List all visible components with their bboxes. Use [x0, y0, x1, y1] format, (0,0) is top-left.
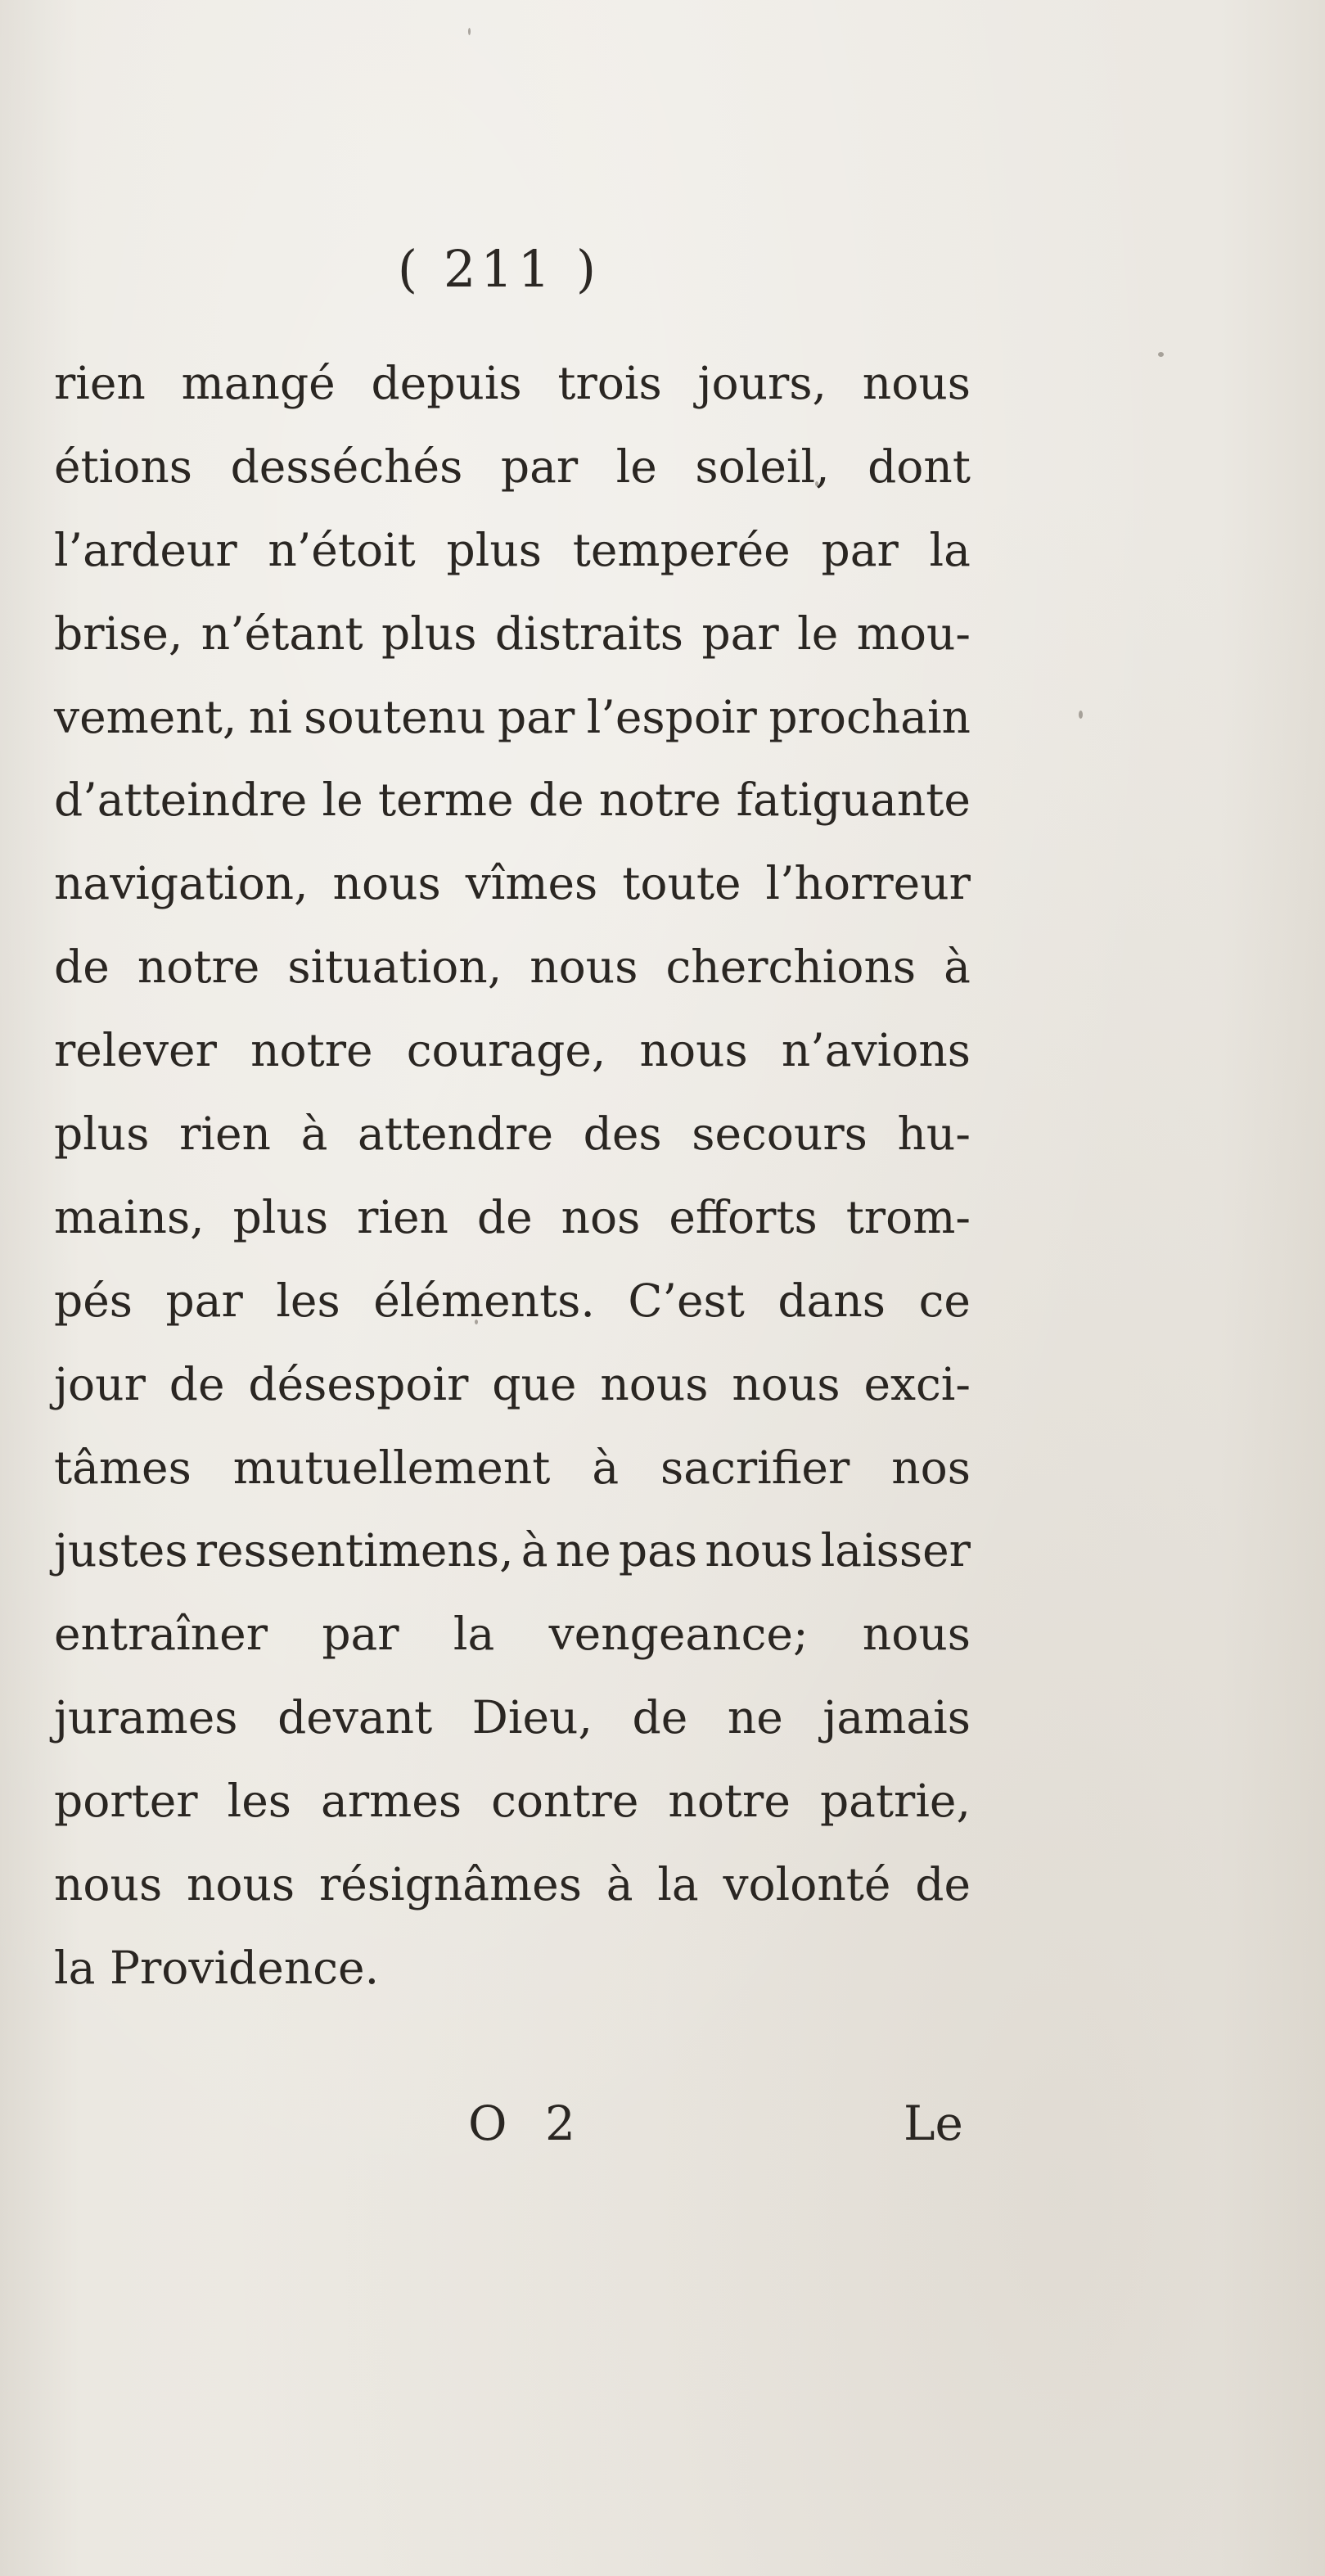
word: le — [322, 774, 363, 827]
word: mains, — [54, 1190, 205, 1243]
word: nous — [530, 941, 638, 994]
word: désespoir — [248, 1357, 469, 1410]
word: n’étoit — [268, 523, 416, 576]
text-line — [54, 1927, 971, 2010]
word: fatiguante — [736, 774, 971, 827]
word: pés — [54, 1274, 133, 1327]
word: notre — [668, 1775, 791, 1828]
word: devant — [277, 1691, 433, 1744]
word: jour — [54, 1357, 146, 1410]
text-line — [54, 1760, 971, 1843]
word: mutuellement — [232, 1441, 551, 1494]
word: la — [929, 523, 971, 576]
word: desséchés — [230, 440, 463, 493]
word: notre — [250, 1024, 373, 1077]
text-line — [54, 1427, 971, 1510]
word: l’ardeur — [54, 523, 237, 576]
word: secours — [692, 1108, 868, 1161]
text-line — [54, 1260, 971, 1343]
word: nos — [561, 1190, 641, 1243]
word: ne — [727, 1691, 783, 1744]
page-number: ( 211 ) — [397, 239, 602, 299]
word: n’avions — [781, 1024, 971, 1077]
word: dont — [868, 440, 971, 493]
word: de — [54, 941, 110, 994]
word: des — [583, 1108, 662, 1161]
word: de — [528, 774, 584, 827]
word: distraits — [494, 607, 684, 660]
word: plus — [446, 523, 542, 576]
word: cherchions — [665, 941, 917, 994]
word: à — [944, 941, 971, 994]
signature-mark: O 2 — [468, 2096, 587, 2151]
word: l’espoir — [586, 690, 757, 743]
text-line — [54, 509, 971, 593]
word: à — [521, 1524, 548, 1577]
word: sacrifier — [660, 1441, 850, 1494]
word: plus — [381, 607, 477, 660]
word: vengeance; — [548, 1608, 809, 1661]
word: nous — [862, 357, 971, 409]
text-line — [54, 676, 971, 760]
word: C’est — [628, 1274, 745, 1327]
ink-speck — [468, 28, 471, 35]
word: soutenu — [304, 690, 486, 743]
word: nous — [639, 1024, 748, 1077]
text-line — [54, 1343, 971, 1427]
word: nous — [186, 1858, 295, 1911]
word: brise, — [54, 607, 183, 660]
word: Dieu, — [471, 1691, 593, 1744]
word: navigation, — [54, 857, 309, 910]
word: par — [165, 1274, 243, 1327]
word: jamais — [822, 1691, 971, 1744]
text-line — [54, 759, 971, 842]
word: d’atteindre — [54, 774, 308, 827]
word: temperée — [572, 523, 791, 576]
word: pas — [618, 1524, 698, 1577]
word: volonté — [723, 1858, 891, 1911]
word: à — [606, 1858, 633, 1911]
word: dans — [777, 1274, 886, 1327]
word: de — [915, 1858, 971, 1911]
word: n’étant — [201, 607, 363, 660]
ink-speck — [1079, 711, 1083, 719]
word: par — [322, 1608, 399, 1661]
word: l’horreur — [765, 857, 971, 910]
word: patrie, — [819, 1775, 971, 1828]
word: trois — [557, 357, 662, 409]
word: nous — [862, 1608, 971, 1661]
word: résignâmes — [318, 1858, 582, 1911]
word: mangé — [181, 357, 336, 409]
word: ni — [248, 690, 292, 743]
word: armes — [321, 1775, 462, 1828]
text-line — [54, 1843, 971, 1927]
word: relever — [54, 1024, 217, 1077]
text-line — [54, 1676, 971, 1760]
word: par — [498, 690, 575, 743]
word: notre — [137, 941, 260, 994]
word: nous — [600, 1357, 709, 1410]
word: entraîner — [54, 1608, 268, 1661]
word: que — [492, 1357, 577, 1410]
word: contre — [491, 1775, 639, 1828]
word: rien — [357, 1190, 448, 1243]
word: soleil, — [695, 440, 830, 493]
word: par — [701, 607, 779, 660]
word: à — [300, 1108, 328, 1161]
word: porter — [54, 1775, 198, 1828]
word: les — [227, 1775, 291, 1828]
word: toute — [622, 857, 741, 910]
word: mou- — [856, 607, 971, 660]
text-line — [54, 926, 971, 1009]
text-line — [54, 426, 971, 509]
word: le — [615, 440, 657, 493]
text-line — [54, 342, 971, 426]
word: tâmes — [54, 1441, 192, 1494]
ink-speck — [1158, 352, 1164, 357]
word: terme — [377, 774, 514, 827]
text-line — [54, 593, 971, 676]
word: depuis — [371, 357, 522, 409]
word: la — [657, 1858, 699, 1911]
word: nous — [732, 1357, 841, 1410]
word: les — [276, 1274, 340, 1327]
word: prochain — [768, 690, 971, 743]
word: la — [54, 1941, 96, 1994]
word: nos — [891, 1441, 971, 1494]
word: ressentimens, — [195, 1524, 514, 1577]
word: le — [797, 607, 839, 660]
word: nous — [332, 857, 441, 910]
word: nous — [705, 1524, 813, 1577]
word: laisser — [820, 1524, 971, 1577]
word: ce — [918, 1274, 971, 1327]
word: vement, — [54, 690, 237, 743]
word: situation, — [287, 941, 503, 994]
word: nous — [54, 1858, 163, 1911]
word: efforts — [669, 1190, 818, 1243]
text-line — [54, 842, 971, 926]
text-line — [54, 1093, 971, 1176]
word: plus — [54, 1108, 150, 1161]
word: notre — [598, 774, 722, 827]
word: trom- — [845, 1190, 971, 1243]
word: justes — [54, 1524, 188, 1577]
text-line — [54, 1509, 971, 1593]
word: par — [821, 523, 899, 576]
word: par — [500, 440, 579, 493]
word: jurames — [54, 1691, 238, 1744]
text-line — [54, 1176, 971, 1260]
word: de — [632, 1691, 688, 1744]
text-line — [54, 1593, 971, 1676]
word: la — [453, 1608, 495, 1661]
word: hu- — [897, 1108, 971, 1161]
word: exci- — [863, 1357, 971, 1410]
page-footer — [0, 2096, 1325, 2169]
word: plus — [232, 1190, 329, 1243]
body-text — [54, 342, 971, 2010]
word: vîmes — [465, 857, 598, 910]
catchword: Le — [904, 2096, 963, 2151]
word: de — [476, 1190, 533, 1243]
word: à — [592, 1441, 620, 1494]
word: éléments. — [373, 1274, 595, 1327]
word: attendre — [357, 1108, 553, 1161]
text-line — [54, 1009, 971, 1093]
word: jours, — [697, 357, 827, 409]
word: ne — [555, 1524, 611, 1577]
word: Providence. — [109, 1941, 380, 1994]
word: rien — [54, 357, 146, 409]
word: étions — [54, 440, 193, 493]
word: courage, — [406, 1024, 606, 1077]
word: de — [169, 1357, 225, 1410]
word: rien — [179, 1108, 271, 1161]
